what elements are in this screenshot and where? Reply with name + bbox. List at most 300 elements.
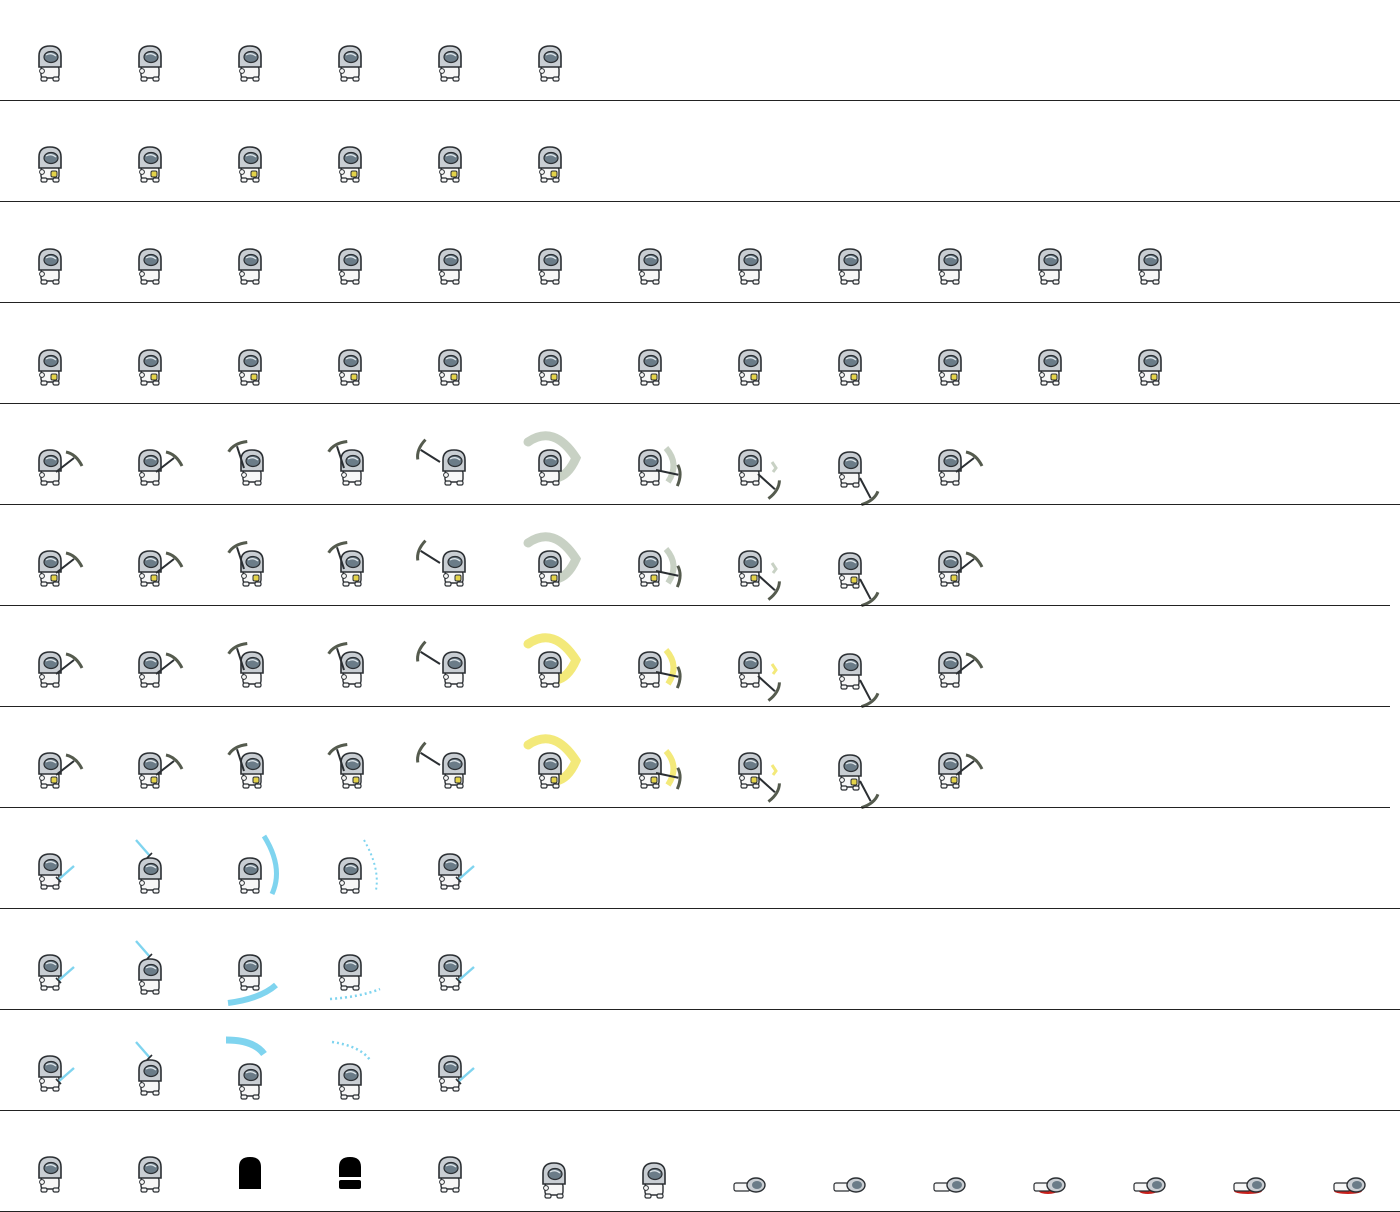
sprite-frame-pick-down	[620, 626, 680, 696]
swing-arc	[666, 751, 674, 785]
miner-hand	[440, 877, 445, 882]
sprite-frame-arc-big	[520, 525, 580, 595]
miner-hand	[40, 675, 45, 680]
miner-hand	[544, 1186, 549, 1191]
sprite-frame-walk	[920, 222, 980, 292]
miner-hand	[840, 677, 845, 682]
lantern	[253, 575, 259, 581]
miner-foot	[253, 889, 259, 893]
miner-hand	[340, 978, 345, 983]
miner-foot	[445, 582, 451, 586]
sprite-frame-arc-big	[520, 424, 580, 494]
lantern	[751, 777, 757, 783]
sprite-frame-arc-big	[520, 626, 580, 696]
sprite-frame-idle	[120, 20, 180, 90]
miner-foot	[553, 481, 559, 485]
miner-foot	[953, 280, 959, 284]
slash-arc	[226, 1040, 264, 1054]
miner-hand	[440, 978, 445, 983]
sprite-frame-idle	[120, 1131, 180, 1201]
miner-foot	[341, 178, 347, 182]
miner-foot	[343, 582, 349, 586]
miner-foot	[241, 77, 247, 81]
lantern	[351, 171, 357, 177]
miner-hand	[40, 1079, 45, 1084]
miner-foot	[1053, 280, 1059, 284]
slash-spray	[364, 840, 377, 890]
miner-hand	[640, 675, 645, 680]
miner-foot	[343, 481, 349, 485]
miner-hand	[440, 69, 445, 74]
sprite-frame-pick-ready	[120, 727, 180, 797]
miner-foot	[241, 280, 247, 284]
sprite-frame-slash-vertical	[220, 828, 280, 898]
slash-arc	[264, 836, 277, 894]
pickaxe-handle	[758, 775, 775, 795]
lantern	[251, 374, 257, 380]
miner-hand	[40, 574, 45, 579]
lantern	[253, 777, 259, 783]
miner-foot	[441, 381, 447, 385]
miner-foot	[753, 582, 759, 586]
miner-foot	[1053, 381, 1059, 385]
miner-foot	[841, 685, 847, 689]
miner-foot	[941, 481, 947, 485]
swing-sparks	[772, 664, 776, 674]
lantern	[1151, 374, 1157, 380]
sprite-frame-pick-low	[720, 626, 780, 696]
miner-foot	[141, 889, 147, 893]
miner-foot	[53, 481, 59, 485]
miner-hand	[40, 373, 45, 378]
lantern	[151, 575, 157, 581]
miner-foot	[953, 481, 959, 485]
silhouette-lower	[339, 1180, 361, 1189]
miner-foot	[343, 683, 349, 687]
miner-foot	[853, 483, 859, 487]
miner-foot	[753, 784, 759, 788]
miner-foot	[341, 280, 347, 284]
miner-foot	[353, 381, 359, 385]
miner-hand	[444, 675, 449, 680]
miner-foot	[553, 582, 559, 586]
miner-foot	[541, 280, 547, 284]
miner-hand	[440, 272, 445, 277]
sprite-frame-sword-ready	[20, 929, 80, 999]
miner-foot	[41, 481, 47, 485]
miner-hand	[240, 69, 245, 74]
miner-foot	[841, 483, 847, 487]
lantern	[951, 777, 957, 783]
lantern	[951, 575, 957, 581]
miner-foot	[445, 481, 451, 485]
miner-foot	[153, 784, 159, 788]
sprite-row-walk-lantern	[0, 303, 1400, 404]
lantern	[751, 374, 757, 380]
miner-hand	[640, 776, 645, 781]
miner-foot	[353, 280, 359, 284]
miner-hand	[840, 373, 845, 378]
miner-foot	[153, 990, 159, 994]
miner-hand	[640, 373, 645, 378]
miner-hand	[240, 978, 245, 983]
sprite-frame-walk	[1020, 222, 1080, 292]
sprite-row-gold-pickaxe-swing-lantern	[0, 707, 1400, 808]
miner-foot	[243, 582, 249, 586]
sprite-frame-pick-end	[820, 626, 880, 696]
miner-hand	[40, 272, 45, 277]
miner-foot	[557, 1194, 563, 1198]
miner-hand	[340, 272, 345, 277]
lantern	[51, 374, 57, 380]
miner-hand	[740, 473, 745, 478]
miner-foot	[853, 786, 859, 790]
sprite-frame-walk	[720, 323, 780, 393]
sprite-frame-walk	[1120, 323, 1180, 393]
sprite-row-idle	[0, 0, 1400, 101]
miner-hand	[340, 1087, 345, 1092]
miner-hand	[140, 881, 145, 886]
miner-foot	[253, 1095, 259, 1099]
sprite-frame-walk	[1020, 323, 1080, 393]
miner-hand	[444, 574, 449, 579]
lantern	[451, 374, 457, 380]
miner-foot	[355, 784, 361, 788]
miner-foot	[53, 885, 59, 889]
miner-hand	[140, 473, 145, 478]
sprite-frame-pick-ready	[120, 626, 180, 696]
lantern	[353, 575, 359, 581]
sprite-frame-walk	[1120, 222, 1180, 292]
miner-hand	[740, 776, 745, 781]
sprite-frame-idle	[520, 121, 580, 191]
sprite-frame-pick-low	[720, 424, 780, 494]
miner-foot	[141, 784, 147, 788]
miner-foot	[353, 889, 359, 893]
miner-foot	[653, 582, 659, 586]
swing-sparks	[772, 563, 776, 573]
miner-foot	[953, 381, 959, 385]
miner-foot	[541, 77, 547, 81]
swing-sparks	[772, 765, 776, 775]
sprite-frame-lying-blood	[1020, 1131, 1080, 1201]
miner-foot	[657, 1194, 663, 1198]
miner-foot	[453, 986, 459, 990]
miner-foot	[445, 784, 451, 788]
miner-hand	[540, 170, 545, 175]
miner-foot	[153, 77, 159, 81]
miner-hand	[242, 776, 247, 781]
miner-foot	[441, 178, 447, 182]
sprite-frame-walk	[520, 323, 580, 393]
sprite-frame-pick-ready	[920, 626, 980, 696]
pickaxe-handle	[421, 647, 440, 669]
lantern	[51, 575, 57, 581]
sprite-frame-pick-ready	[920, 525, 980, 595]
miner-foot	[41, 280, 47, 284]
sprite-frame-lying	[820, 1131, 880, 1201]
visor	[952, 1181, 962, 1189]
miner-foot	[353, 1095, 359, 1099]
sprite-frame-idle	[220, 121, 280, 191]
sword-blade	[136, 941, 150, 957]
sprite-frame-pick-raise	[220, 424, 280, 494]
lantern	[851, 779, 857, 785]
miner-foot	[53, 1188, 59, 1192]
sprite-frame-pick-raise	[320, 727, 380, 797]
pickaxe	[758, 673, 782, 702]
miner-foot	[241, 986, 247, 990]
miner-foot	[453, 1087, 459, 1091]
miner-foot	[457, 784, 463, 788]
sprite-frame-fall	[520, 1131, 580, 1201]
miner-foot	[243, 481, 249, 485]
miner-foot	[1141, 280, 1147, 284]
miner-foot	[441, 280, 447, 284]
miner-foot	[243, 784, 249, 788]
miner-hand	[440, 170, 445, 175]
pickaxe	[758, 471, 782, 500]
sprite-frame-walk	[420, 222, 480, 292]
miner-hand	[40, 877, 45, 882]
sprite-frame-pick-ready	[20, 424, 80, 494]
miner-foot	[141, 683, 147, 687]
miner-foot	[141, 381, 147, 385]
lantern	[1051, 374, 1057, 380]
sprite-frame-pick-end	[820, 424, 880, 494]
miner-foot	[253, 986, 259, 990]
miner-foot	[53, 77, 59, 81]
sword	[136, 941, 152, 959]
miner-hand	[140, 69, 145, 74]
miner-foot	[53, 986, 59, 990]
sprite-frame-sword-up	[120, 929, 180, 999]
miner-foot	[541, 683, 547, 687]
miner-foot	[753, 381, 759, 385]
miner-foot	[545, 1194, 551, 1198]
miner-foot	[241, 889, 247, 893]
miner-foot	[653, 683, 659, 687]
miner-hand	[240, 373, 245, 378]
miner-hand	[342, 473, 347, 478]
miner-foot	[341, 1095, 347, 1099]
lantern	[151, 374, 157, 380]
miner-foot	[941, 280, 947, 284]
miner-hand	[444, 776, 449, 781]
miner-foot	[253, 178, 259, 182]
miner-foot	[741, 582, 747, 586]
lantern	[451, 171, 457, 177]
miner-hand	[140, 170, 145, 175]
miner-hand	[740, 373, 745, 378]
sprite-frame-idle	[520, 20, 580, 90]
miner-hand	[540, 574, 545, 579]
sprite-frame-sword-up	[120, 1030, 180, 1100]
miner-foot	[941, 381, 947, 385]
swing-sparks	[772, 462, 776, 472]
miner-foot	[441, 1188, 447, 1192]
miner-foot	[241, 1095, 247, 1099]
miner-hand	[540, 272, 545, 277]
miner-foot	[41, 77, 47, 81]
miner-hand	[140, 272, 145, 277]
lantern	[651, 777, 657, 783]
miner-foot	[355, 481, 361, 485]
pickaxe-handle	[758, 573, 775, 593]
miner-foot	[457, 683, 463, 687]
miner-foot	[653, 381, 659, 385]
sprite-frame-fall	[620, 1131, 680, 1201]
sprite-frame-walk	[120, 323, 180, 393]
miner-hand	[140, 982, 145, 987]
miner-hand	[242, 473, 247, 478]
miner-foot	[553, 381, 559, 385]
miner-hand	[540, 776, 545, 781]
miner-hand	[440, 373, 445, 378]
miner-foot	[641, 381, 647, 385]
miner-foot	[553, 280, 559, 284]
miner-foot	[153, 1188, 159, 1192]
miner-foot	[343, 784, 349, 788]
lantern	[951, 374, 957, 380]
sprite-frame-pick-ready	[20, 626, 80, 696]
miner-hand	[140, 1180, 145, 1185]
sprite-frame-sword-ready	[420, 929, 480, 999]
miner-hand	[340, 170, 345, 175]
sprite-frame-pick-raise	[320, 626, 380, 696]
miner-foot	[853, 381, 859, 385]
miner-foot	[141, 1091, 147, 1095]
sprite-frame-lying	[720, 1131, 780, 1201]
miner-foot	[453, 77, 459, 81]
miner-hand	[840, 778, 845, 783]
sprite-frame-pick-raise	[220, 727, 280, 797]
miner-hand	[740, 272, 745, 277]
sprite-frame-pick-ready	[120, 424, 180, 494]
lantern	[551, 777, 557, 783]
miner-foot	[853, 685, 859, 689]
miner-foot	[553, 77, 559, 81]
sprite-row-sword-slash-right	[0, 808, 1400, 909]
miner-hand	[242, 574, 247, 579]
miner-foot	[53, 1087, 59, 1091]
miner-foot	[255, 481, 261, 485]
miner-foot	[741, 784, 747, 788]
miner-foot	[1041, 280, 1047, 284]
miner-foot	[41, 1087, 47, 1091]
pickaxe	[412, 741, 440, 772]
sprite-row-sword-slash-down	[0, 909, 1400, 1010]
miner-foot	[441, 1087, 447, 1091]
sprite-frame-walk	[20, 222, 80, 292]
miner-hand	[140, 373, 145, 378]
miner-foot	[645, 1194, 651, 1198]
miner-hand	[740, 574, 745, 579]
pickaxe-handle	[421, 546, 440, 568]
lantern	[851, 577, 857, 583]
sprite-frame-sword-ready	[20, 828, 80, 898]
sprite-frame-pick-raise	[220, 525, 280, 595]
visor	[1052, 1181, 1062, 1189]
lantern	[151, 777, 157, 783]
miner-hand	[40, 978, 45, 983]
miner-foot	[141, 280, 147, 284]
pickaxe-handle	[421, 445, 440, 467]
sprite-frame-pick-down	[620, 525, 680, 595]
silhouette	[339, 1157, 361, 1177]
lantern	[651, 374, 657, 380]
visor	[1152, 1181, 1162, 1189]
sprite-frame-lying-blood-more	[1320, 1131, 1380, 1201]
miner-foot	[941, 683, 947, 687]
miner-foot	[253, 280, 259, 284]
miner-foot	[953, 582, 959, 586]
miner-foot	[53, 280, 59, 284]
miner-hand	[1140, 373, 1145, 378]
miner-foot	[153, 582, 159, 586]
lantern	[351, 374, 357, 380]
slash-spray	[332, 1042, 370, 1060]
lantern	[353, 777, 359, 783]
sprite-frame-sword-ready	[420, 1030, 480, 1100]
miner-hand	[640, 272, 645, 277]
miner-hand	[444, 473, 449, 478]
pickaxe-handle	[758, 674, 775, 694]
miner-foot	[255, 683, 261, 687]
miner-hand	[40, 1180, 45, 1185]
miner-foot	[841, 786, 847, 790]
miner-foot	[255, 784, 261, 788]
miner-foot	[441, 885, 447, 889]
sprite-frame-walk	[220, 323, 280, 393]
miner-foot	[353, 77, 359, 81]
miner-foot	[541, 481, 547, 485]
miner-hand	[540, 473, 545, 478]
miner-hand	[140, 1083, 145, 1088]
miner-foot	[641, 683, 647, 687]
miner-foot	[153, 1091, 159, 1095]
miner-hand	[40, 776, 45, 781]
swing-arc	[666, 650, 674, 684]
miner-foot	[53, 683, 59, 687]
sword-blade	[136, 1042, 150, 1058]
sprite-frame-idle	[420, 121, 480, 191]
pickaxe-handle	[421, 748, 440, 770]
sprite-row-death	[0, 1111, 1400, 1212]
sprite-frame-walk	[620, 222, 680, 292]
miner-hand	[840, 576, 845, 581]
sprite-frame-walk	[320, 323, 380, 393]
miner-hand	[540, 373, 545, 378]
sprite-row-pickaxe-swing	[0, 404, 1400, 505]
visor	[852, 1181, 862, 1189]
miner-foot	[653, 280, 659, 284]
lantern	[751, 575, 757, 581]
miner-foot	[255, 582, 261, 586]
miner-foot	[453, 885, 459, 889]
sprite-frame-pick-raise	[320, 424, 380, 494]
swing-arc	[666, 549, 674, 583]
miner-hand	[940, 574, 945, 579]
miner-foot	[553, 178, 559, 182]
miner-hand	[640, 473, 645, 478]
miner-foot	[355, 683, 361, 687]
sprite-row-idle-lantern	[0, 101, 1400, 202]
miner-foot	[141, 582, 147, 586]
sprite-frame-lying-blood-more	[1220, 1131, 1280, 1201]
sprite-frame-slash-high	[220, 1030, 280, 1100]
sprite-frame-pick-back	[420, 727, 480, 797]
